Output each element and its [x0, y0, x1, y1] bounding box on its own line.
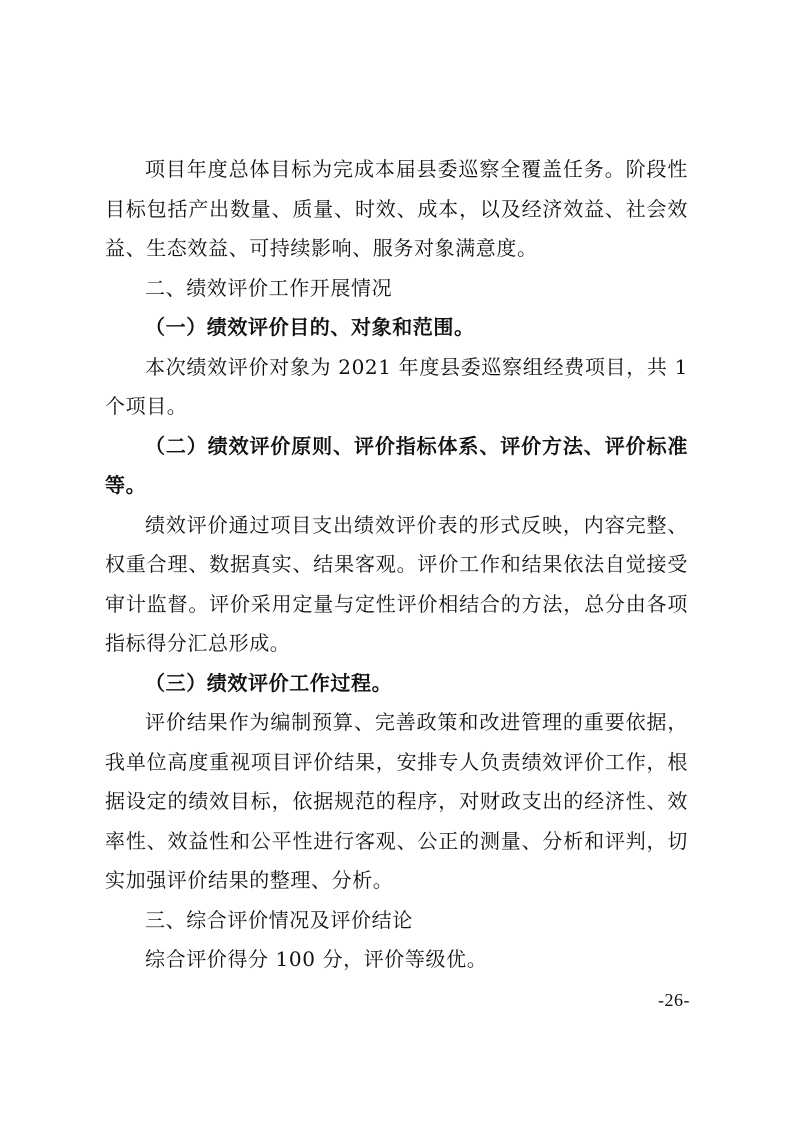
heading-subsection-two: （二）绩效评价原则、评价指标体系、评价方法、评价标准等。 — [105, 433, 688, 497]
paragraph-conclusion: 综合评价得分 100 分，评价等级优。 — [145, 947, 488, 971]
document-body — [105, 150, 688, 980]
heading-subsection-three: （三）绩效评价工作过程。 — [145, 670, 393, 695]
heading-section-two: 二、绩效评价工作开展情况 — [145, 275, 393, 300]
paragraph-project-goal: 项目年度总体目标为完成本届县委巡察全覆盖任务。阶段性目标包括产出数量、质量、时效、成本，以及经济效益、社会效益、生态效益、可持续影响、服务对象满意度。 — [105, 157, 688, 260]
paragraph-evaluation-method: 绩效评价通过项目支出绩效评价表的形式反映，内容完整、权重合理、数据真实、结果客观。评价工作和结果依法自觉接受审计监督。评价采用定量与定性评价相结合的方法，总分由各项指标得分汇总形成。 — [105, 512, 688, 655]
heading-section-three: 三、综合评价情况及评价结论 — [145, 907, 413, 932]
paragraph-evaluation-process: 评价结果作为编制预算、完善政策和改进管理的重要依据，我单位高度重视项目评价结果，安排专人负责绩效评价工作，根据设定的绩效目标，依据规范的程序，对财政支出的经济性、效率性、效益性和公平性进行客观、公正的测量、分析和评判，切实加强评价结果的整理、分析。 — [105, 710, 688, 892]
heading-subsection-one: （一）绩效评价目的、对象和范围。 — [145, 315, 475, 339]
page-number: -26- — [658, 990, 690, 1010]
paragraph-evaluation-object: 本次绩效评价对象为 2021 年度县委巡察组经费项目，共 1 个项目。 — [105, 354, 688, 418]
